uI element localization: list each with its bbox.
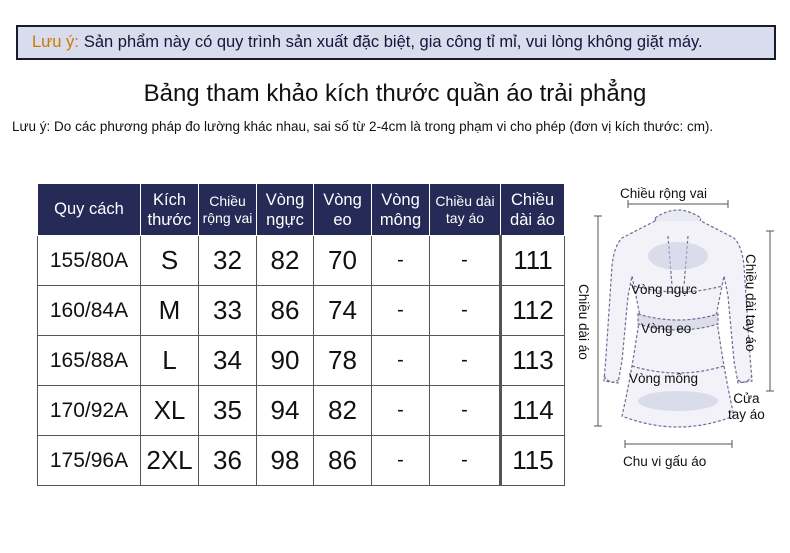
- measurement-note: Lưu ý: Do các phương pháp đo lường khác nhau, sai số từ 2-4cm là trong phạm vi cho phép (đơn vị kích thước: cm).: [12, 119, 714, 134]
- label-hem: Chu vi gấu áo: [623, 454, 707, 469]
- cell-length: 114: [501, 386, 565, 436]
- cell-hip: -: [372, 436, 430, 486]
- label-shoulder-width: Chiều rộng vai: [620, 186, 708, 201]
- cell-waist: 70: [314, 236, 372, 286]
- cell-chest: 86: [257, 286, 314, 336]
- cell-chest: 82: [257, 236, 314, 286]
- cell-spec: 160/84A: [38, 286, 141, 336]
- cell-spec: 155/80A: [38, 236, 141, 286]
- table-row: [38, 386, 565, 436]
- header-spec: Quy cách: [38, 184, 141, 236]
- notice-banner: [16, 25, 776, 60]
- table-row: [38, 236, 565, 286]
- cell-length: 112: [501, 286, 565, 336]
- header-hip: Vòng mông: [372, 184, 430, 236]
- header-shoulder: Chiều rộng vai: [199, 184, 257, 236]
- cell-waist: 86: [314, 436, 372, 486]
- label-waist: Vòng eo: [641, 321, 692, 336]
- table-header-row: [38, 184, 565, 236]
- table-row: [38, 336, 565, 386]
- cell-shoulder: 36: [199, 436, 257, 486]
- header-sleeve: Chiều dài tay áo: [430, 184, 501, 236]
- cell-hip: -: [372, 386, 430, 436]
- header-chest: Vòng ngực: [257, 184, 314, 236]
- label-chest: Vòng ngực: [631, 282, 698, 297]
- cell-sleeve: -: [430, 236, 501, 286]
- header-waist: Vòng eo: [314, 184, 372, 236]
- cell-sleeve: -: [430, 436, 501, 486]
- cell-shoulder: 32: [199, 236, 257, 286]
- cell-size: 2XL: [141, 436, 199, 486]
- table-row: [38, 436, 565, 486]
- cell-shoulder: 33: [199, 286, 257, 336]
- label-sleeve-length: Chiều dài tay áo: [743, 254, 758, 352]
- cell-sleeve: -: [430, 336, 501, 386]
- cell-shoulder: 35: [199, 386, 257, 436]
- cell-sleeve: -: [430, 386, 501, 436]
- cell-spec: 175/96A: [38, 436, 141, 486]
- cell-shoulder: 34: [199, 336, 257, 386]
- notice-label: Lưu ý:: [32, 33, 79, 51]
- header-length: Chiều dài áo: [501, 184, 565, 236]
- label-garment-length: Chiều dài áo: [576, 284, 591, 360]
- cell-waist: 78: [314, 336, 372, 386]
- size-table: [37, 183, 565, 486]
- notice-text: Sản phẩm này có quy trình sản xuất đặc biệt, gia công tỉ mỉ, vui lòng không giặt máy.: [83, 33, 703, 51]
- cell-spec: 165/88A: [38, 336, 141, 386]
- cell-waist: 74: [314, 286, 372, 336]
- cell-size: XL: [141, 386, 199, 436]
- cell-chest: 90: [257, 336, 314, 386]
- cell-length: 115: [501, 436, 565, 486]
- cell-spec: 170/92A: [38, 386, 141, 436]
- page-title: Bảng tham khảo kích thước quần áo trải phẳng: [143, 80, 647, 107]
- garment-diagram: [570, 176, 785, 476]
- cell-sleeve: -: [430, 286, 501, 336]
- cell-size: S: [141, 236, 199, 286]
- cell-length: 113: [501, 336, 565, 386]
- cell-length: 111: [501, 236, 565, 286]
- header-size: Kích thước: [141, 184, 199, 236]
- cell-waist: 82: [314, 386, 372, 436]
- cell-chest: 94: [257, 386, 314, 436]
- cell-hip: -: [372, 236, 430, 286]
- cell-size: M: [141, 286, 199, 336]
- table-row: [38, 286, 565, 336]
- label-cuff: Cửa tay áo: [728, 391, 765, 422]
- cell-hip: -: [372, 286, 430, 336]
- cell-hip: -: [372, 336, 430, 386]
- label-hip: Vòng mông: [629, 371, 699, 386]
- cell-chest: 98: [257, 436, 314, 486]
- cell-size: L: [141, 336, 199, 386]
